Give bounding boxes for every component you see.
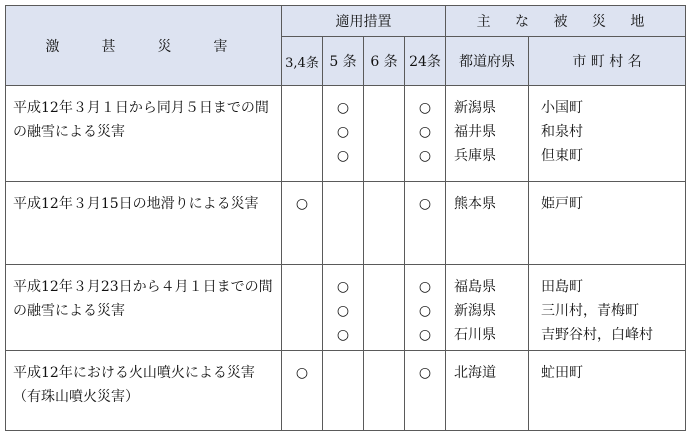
table-row bbox=[6, 86, 686, 182]
header-col-5: 5 条 bbox=[323, 37, 364, 86]
mark-5: ○ ○ ○ bbox=[323, 265, 364, 351]
disaster-name: 平成12年３月23日から４月１日までの間の融雪による災害 bbox=[6, 265, 282, 351]
mark-6 bbox=[364, 86, 405, 182]
city-list: 虻田町 bbox=[529, 351, 686, 431]
mark-34 bbox=[282, 86, 323, 182]
mark-24: ○ bbox=[405, 351, 446, 431]
prefecture-list: 福島県 新潟県 石川県 bbox=[446, 265, 529, 351]
disaster-name: 平成12年における火山噴火による災害（有珠山噴火災害） bbox=[6, 351, 282, 431]
table-row bbox=[6, 351, 686, 431]
table-row bbox=[6, 182, 686, 265]
table-row bbox=[6, 265, 686, 351]
mark-34 bbox=[282, 265, 323, 351]
mark-5 bbox=[323, 351, 364, 431]
header-col-city: 市 町 村 名 bbox=[529, 37, 686, 86]
mark-24: ○ ○ ○ bbox=[405, 265, 446, 351]
header-col-pref: 都道府県 bbox=[446, 37, 529, 86]
mark-24: ○ bbox=[405, 182, 446, 265]
disaster-name: 平成12年３月15日の地滑りによる災害 bbox=[6, 182, 282, 265]
mark-6 bbox=[364, 351, 405, 431]
header-col-6: 6 条 bbox=[364, 37, 405, 86]
mark-34: ○ bbox=[282, 351, 323, 431]
header-col-24: 24条 bbox=[405, 37, 446, 86]
prefecture-list: 熊本県 bbox=[446, 182, 529, 265]
header-col-34: 3,4条 bbox=[282, 37, 323, 86]
prefecture-list: 新潟県 福井県 兵庫県 bbox=[446, 86, 529, 182]
mark-6 bbox=[364, 182, 405, 265]
city-list: 田島町 三川村，青梅町 吉野谷村，白峰村 bbox=[529, 265, 686, 351]
disaster-table bbox=[5, 5, 686, 431]
mark-5: ○ ○ ○ bbox=[323, 86, 364, 182]
header-areas: 主 な 被 災 地 bbox=[446, 6, 686, 37]
prefecture-list: 北海道 bbox=[446, 351, 529, 431]
disaster-name: 平成12年３月１日から同月５日までの間の融雪による災害 bbox=[6, 86, 282, 182]
mark-34: ○ bbox=[282, 182, 323, 265]
mark-6 bbox=[364, 265, 405, 351]
header-disaster: 激 甚 災 害 bbox=[6, 6, 282, 86]
mark-5 bbox=[323, 182, 364, 265]
city-list: 小国町 和泉村 但東町 bbox=[529, 86, 686, 182]
mark-24: ○ ○ ○ bbox=[405, 86, 446, 182]
city-list: 姫戸町 bbox=[529, 182, 686, 265]
header-measures: 適用措置 bbox=[282, 6, 446, 37]
